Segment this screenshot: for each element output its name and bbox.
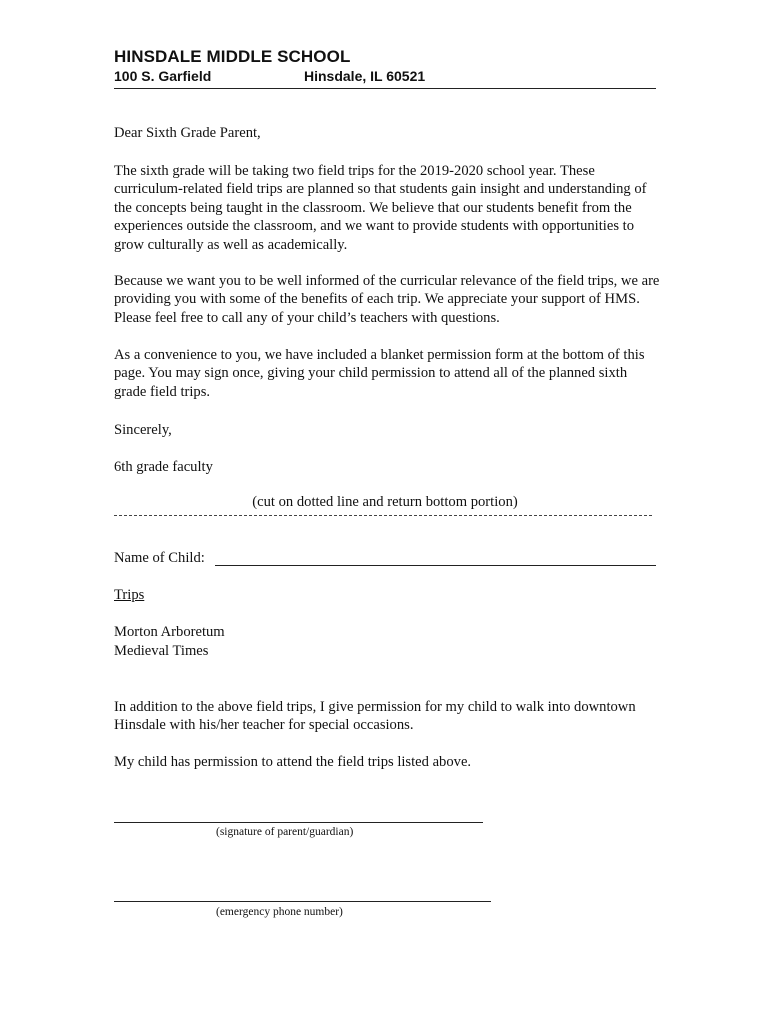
street-address: 100 S. Garfield [114, 68, 212, 84]
trips-heading: Trips [114, 587, 145, 603]
dotted-cut-line [114, 515, 652, 516]
child-name-field[interactable] [215, 565, 656, 566]
walk-permission-paragraph: In addition to the above field trips, I give permission for my child to walk into downtown Hinsdale with his/her teacher for special occasions. [114, 699, 636, 734]
school-name: HINSDALE MIDDLE SCHOOL [114, 47, 351, 66]
intro-paragraph: The sixth grade will be taking two field trips for the 2019-2020 school year. These curriculum-related field trips are planned so that students gain insight and understanding of the concepts being taught in the classroom. We believe that our students benefit from the experiences outside the classroom, and we want to provide students with opportunities to grow culturally as well as academically. [114, 163, 647, 253]
cut-instruction: (cut on dotted line and return bottom portion) [252, 494, 518, 510]
trip-item: Medieval Times [114, 643, 209, 659]
blanket-form-paragraph: As a convenience to you, we have included a blanket permission form at the bottom of this page. You may sign once, giving your child permission to attend all of the planned sixth grade field trips. [114, 347, 645, 400]
school-address [114, 68, 656, 89]
salutation: Dear Sixth Grade Parent, [114, 125, 261, 141]
closing: Sincerely, [114, 422, 172, 438]
permission-statement: My child has permission to attend the field trips listed above. [114, 754, 472, 770]
child-name-row [114, 550, 656, 568]
signature-field[interactable] [114, 822, 483, 823]
city-state-zip: Hinsdale, IL 60521 [304, 68, 426, 84]
child-name-label: Name of Child: [114, 550, 205, 566]
trip-item: Morton Arboretum [114, 624, 225, 640]
phone-field[interactable] [114, 901, 491, 902]
phone-caption: (emergency phone number) [216, 906, 343, 918]
signature-caption: (signature of parent/guardian) [216, 826, 354, 838]
signer: 6th grade faculty [114, 459, 213, 475]
relevance-paragraph: Because we want you to be well informed of the curricular relevance of the field trips, we are providing you with some of the benefits of each trip. We appreciate your support of HMS. Please feel free to call any of your child’s teachers with questions. [114, 273, 660, 326]
